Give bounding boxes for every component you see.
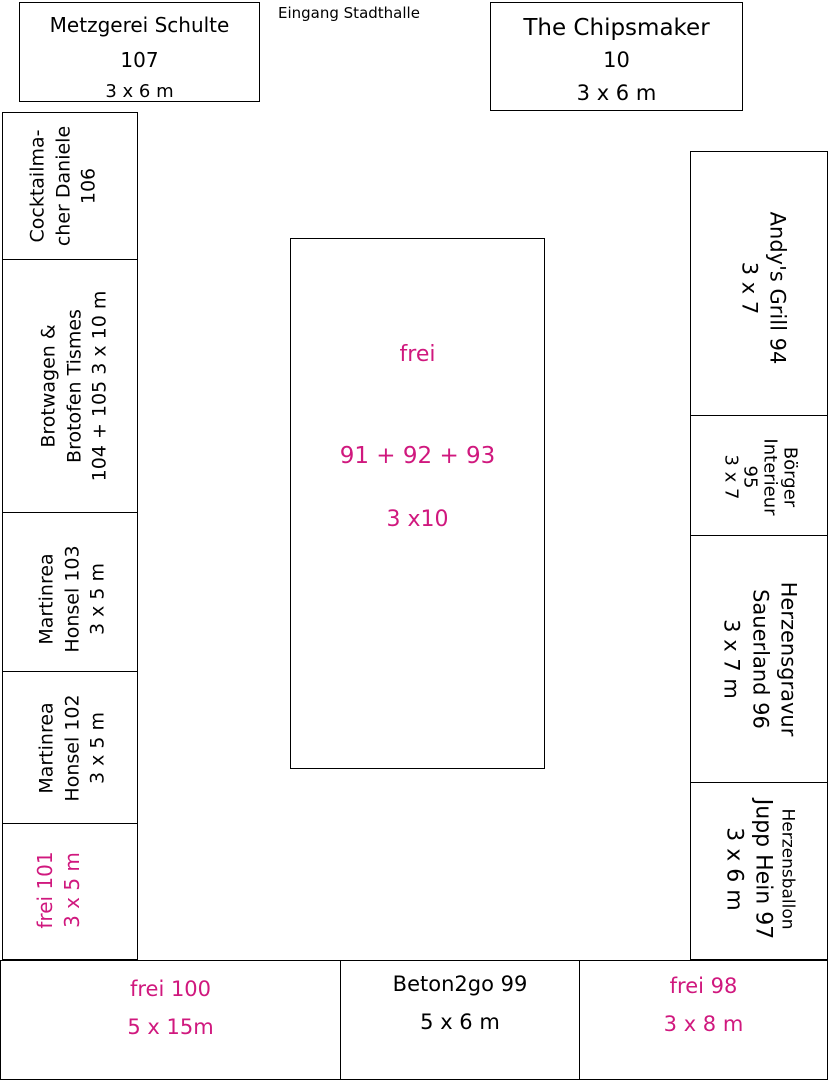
stall-107-number: 107 — [120, 48, 159, 72]
stall-94-line2: 3 x 7 — [737, 261, 761, 315]
stall-103-line3: 3 x 5 m — [86, 562, 109, 636]
stall-96[interactable] — [690, 535, 828, 783]
stall-95-line1: Börger — [779, 446, 801, 508]
stall-102-line2: Honsel 102 — [61, 694, 84, 802]
stall-102-line3: 3 x 5 m — [86, 711, 109, 785]
stall-103-line2: Honsel 103 — [61, 545, 84, 653]
stall-100-size: 5 x 15m — [127, 1015, 214, 1039]
stall-106-line1: Cocktailma- — [26, 129, 49, 243]
stall-102-text — [35, 694, 112, 801]
stall-97-line1: Herzensballon — [777, 808, 798, 930]
stall-96-line1: Herzensgravur — [776, 581, 801, 737]
stall-101[interactable] — [2, 823, 138, 960]
stall-106-line2: cher Daniele — [52, 125, 75, 247]
stall-104-line1: Brotwagen & — [37, 324, 60, 448]
stall-95-line4: 3 x 7 — [720, 454, 742, 500]
stall-99-size: 5 x 6 m — [420, 1010, 500, 1034]
stall-102-line1: Martinrea — [35, 702, 58, 794]
stall-94-text — [735, 212, 792, 365]
stall-103-text — [35, 545, 112, 652]
stall-103-line1: Martinrea — [35, 553, 58, 645]
stall-107[interactable] — [19, 2, 260, 102]
stall-95-line3: 95 — [740, 465, 761, 489]
stall-106-line3: 106 — [77, 167, 100, 205]
stall-10-number: 10 — [603, 48, 630, 72]
stall-104-line3: 104 + 105 3 x 10 m — [88, 290, 111, 482]
stall-95[interactable] — [690, 415, 828, 536]
stall-10-name: The Chipsmaker — [523, 15, 710, 41]
center-numbers: 91 + 92 + 93 — [339, 443, 496, 469]
stall-94[interactable] — [690, 151, 828, 416]
stall-97-line3: 3 x 6 m — [721, 827, 747, 911]
stall-96-line2: Sauerland 96 — [748, 589, 773, 729]
stall-96-line3: 3 x 7 m — [719, 619, 744, 699]
stall-95-text — [720, 438, 799, 515]
stall-106-text — [26, 126, 103, 246]
stall-99[interactable] — [340, 960, 580, 1080]
stall-98-label: frei 98 — [669, 974, 738, 998]
stall-96-text — [717, 582, 802, 737]
stall-101-line1: frei 101 — [33, 851, 57, 929]
stall-106[interactable] — [2, 112, 138, 260]
stall-99-label: Beton2go 99 — [392, 972, 528, 996]
stall-100[interactable] — [0, 960, 341, 1080]
stall-103[interactable] — [2, 512, 138, 672]
stall-97-line2: Jupp Hein 97 — [750, 798, 776, 940]
stall-104-text — [37, 291, 114, 482]
stall-95-line2: Interieur — [759, 438, 781, 516]
stall-98[interactable] — [579, 960, 828, 1080]
stall-97-text — [719, 799, 798, 939]
stall-104-line2: Brotofen Tismes — [63, 309, 86, 463]
stall-102[interactable] — [2, 671, 138, 824]
entrance-label: Eingang Stadthalle — [278, 4, 420, 22]
stall-101-text — [32, 851, 86, 928]
center-label: frei — [399, 342, 436, 367]
stall-107-size: 3 x 6 m — [105, 81, 174, 102]
stall-94-line1: Andy's Grill 94 — [765, 211, 790, 365]
stall-98-size: 3 x 8 m — [663, 1012, 744, 1036]
stall-101-line2: 3 x 5 m — [60, 852, 84, 928]
stall-91-92-93[interactable] — [290, 238, 545, 769]
stall-10-size: 3 x 6 m — [576, 81, 657, 105]
stall-97[interactable] — [690, 782, 828, 960]
stall-10[interactable] — [490, 2, 743, 111]
center-size: 3 x10 — [386, 507, 449, 532]
stall-100-label: frei 100 — [129, 977, 212, 1001]
stall-104-105[interactable] — [2, 259, 138, 513]
stall-107-name: Metzgerei Schulte — [49, 13, 230, 37]
